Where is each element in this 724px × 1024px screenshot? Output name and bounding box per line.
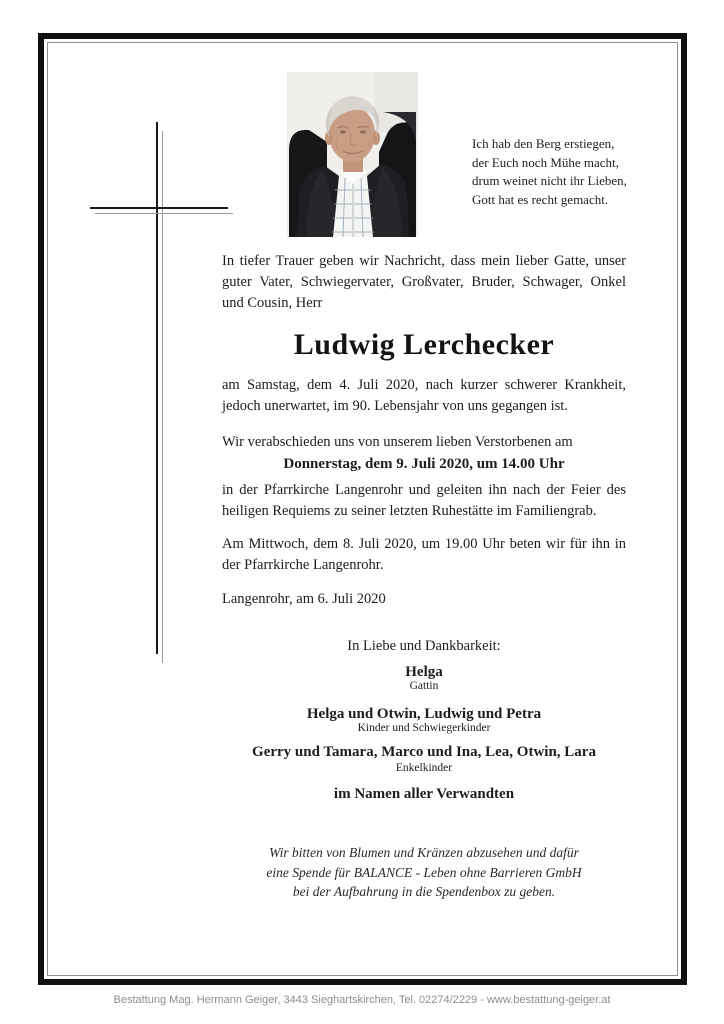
cross-horizontal-line [90, 207, 228, 209]
poem-line: Gott hat es recht gemacht. [472, 191, 609, 207]
announcement-intro: In tiefer Trauer geben wir Nachricht, dass mein lieber Gatte, unser guter Vater, Schwiegervater, Großvater, Bruder, Schwager, Onkel und Cousin, Herr [222, 253, 626, 311]
death-info: am Samstag, dem 4. Juli 2020, nach kurzer schwerer Krankheit, jedoch unerwartet, im 90. Lebensjahr von uns gegangen ist. [222, 377, 626, 414]
memorial-poem [472, 135, 652, 209]
cross-vertical-shadow [162, 131, 163, 663]
donation-line: eine Spende für BALANCE - Leben ohne Barrieren GmbH [266, 864, 582, 880]
funeral-location: in der Pfarrkirche Langenrohr und geleiten ihn nach der Feier des heiligen Requiems zu seiner letzten Ruhestätte im Familiengrab. [222, 482, 626, 519]
cross-horizontal-shadow [95, 213, 233, 214]
mourner-names: Helga [405, 664, 443, 680]
funeral-datetime: Donnerstag, dem 9. Juli 2020, um 14.00 Uhr [283, 456, 565, 472]
portrait-photo [287, 72, 418, 237]
donation-line: Wir bitten von Blumen und Kränzen abzusehen und dafür [269, 845, 579, 860]
donation-note [222, 843, 626, 902]
place-and-date: Langenrohr, am 6. Juli 2020 [222, 591, 386, 607]
closing-phrase: In Liebe und Dankbarkeit: [347, 638, 501, 654]
deceased-name: Ludwig Lerchecker [293, 328, 555, 361]
poem-line: der Euch noch Mühe macht, [472, 154, 619, 170]
prayer-info: Am Mittwoch, dem 8. Juli 2020, um 19.00 Uhr beten wir für ihn in der Pfarrkirche Langenrohr. [222, 536, 626, 573]
mourner-names: Helga und Otwin, Ludwig und Petra [306, 706, 542, 722]
in-name-of-relatives: im Namen aller Verwandten [333, 786, 515, 802]
poem-line: drum weinet nicht ihr Lieben, [472, 173, 627, 188]
mourner-relation: Gattin [409, 680, 439, 692]
cross-vertical-line [156, 122, 158, 654]
mourner-relation: Enkelkinder [395, 762, 453, 774]
mourner-names: Gerry und Tamara, Marco und Ina, Lea, Otwin, Lara [252, 744, 596, 760]
farewell-intro: Wir verabschieden uns von unserem lieben Verstorbenen am [222, 434, 573, 450]
mourner-relation: Kinder und Schwiegerkinder [357, 722, 491, 734]
poem-line: Ich hab den Berg erstiegen, [472, 136, 615, 151]
donation-line: bei der Aufbahrung in die Spendenbox zu geben. [292, 884, 556, 899]
funeral-home-footer: Bestattung Mag. Hermann Geiger, 3443 Sieghartskirchen, Tel. 02274/2229 - www.bestattung-geiger.at [113, 994, 611, 1006]
